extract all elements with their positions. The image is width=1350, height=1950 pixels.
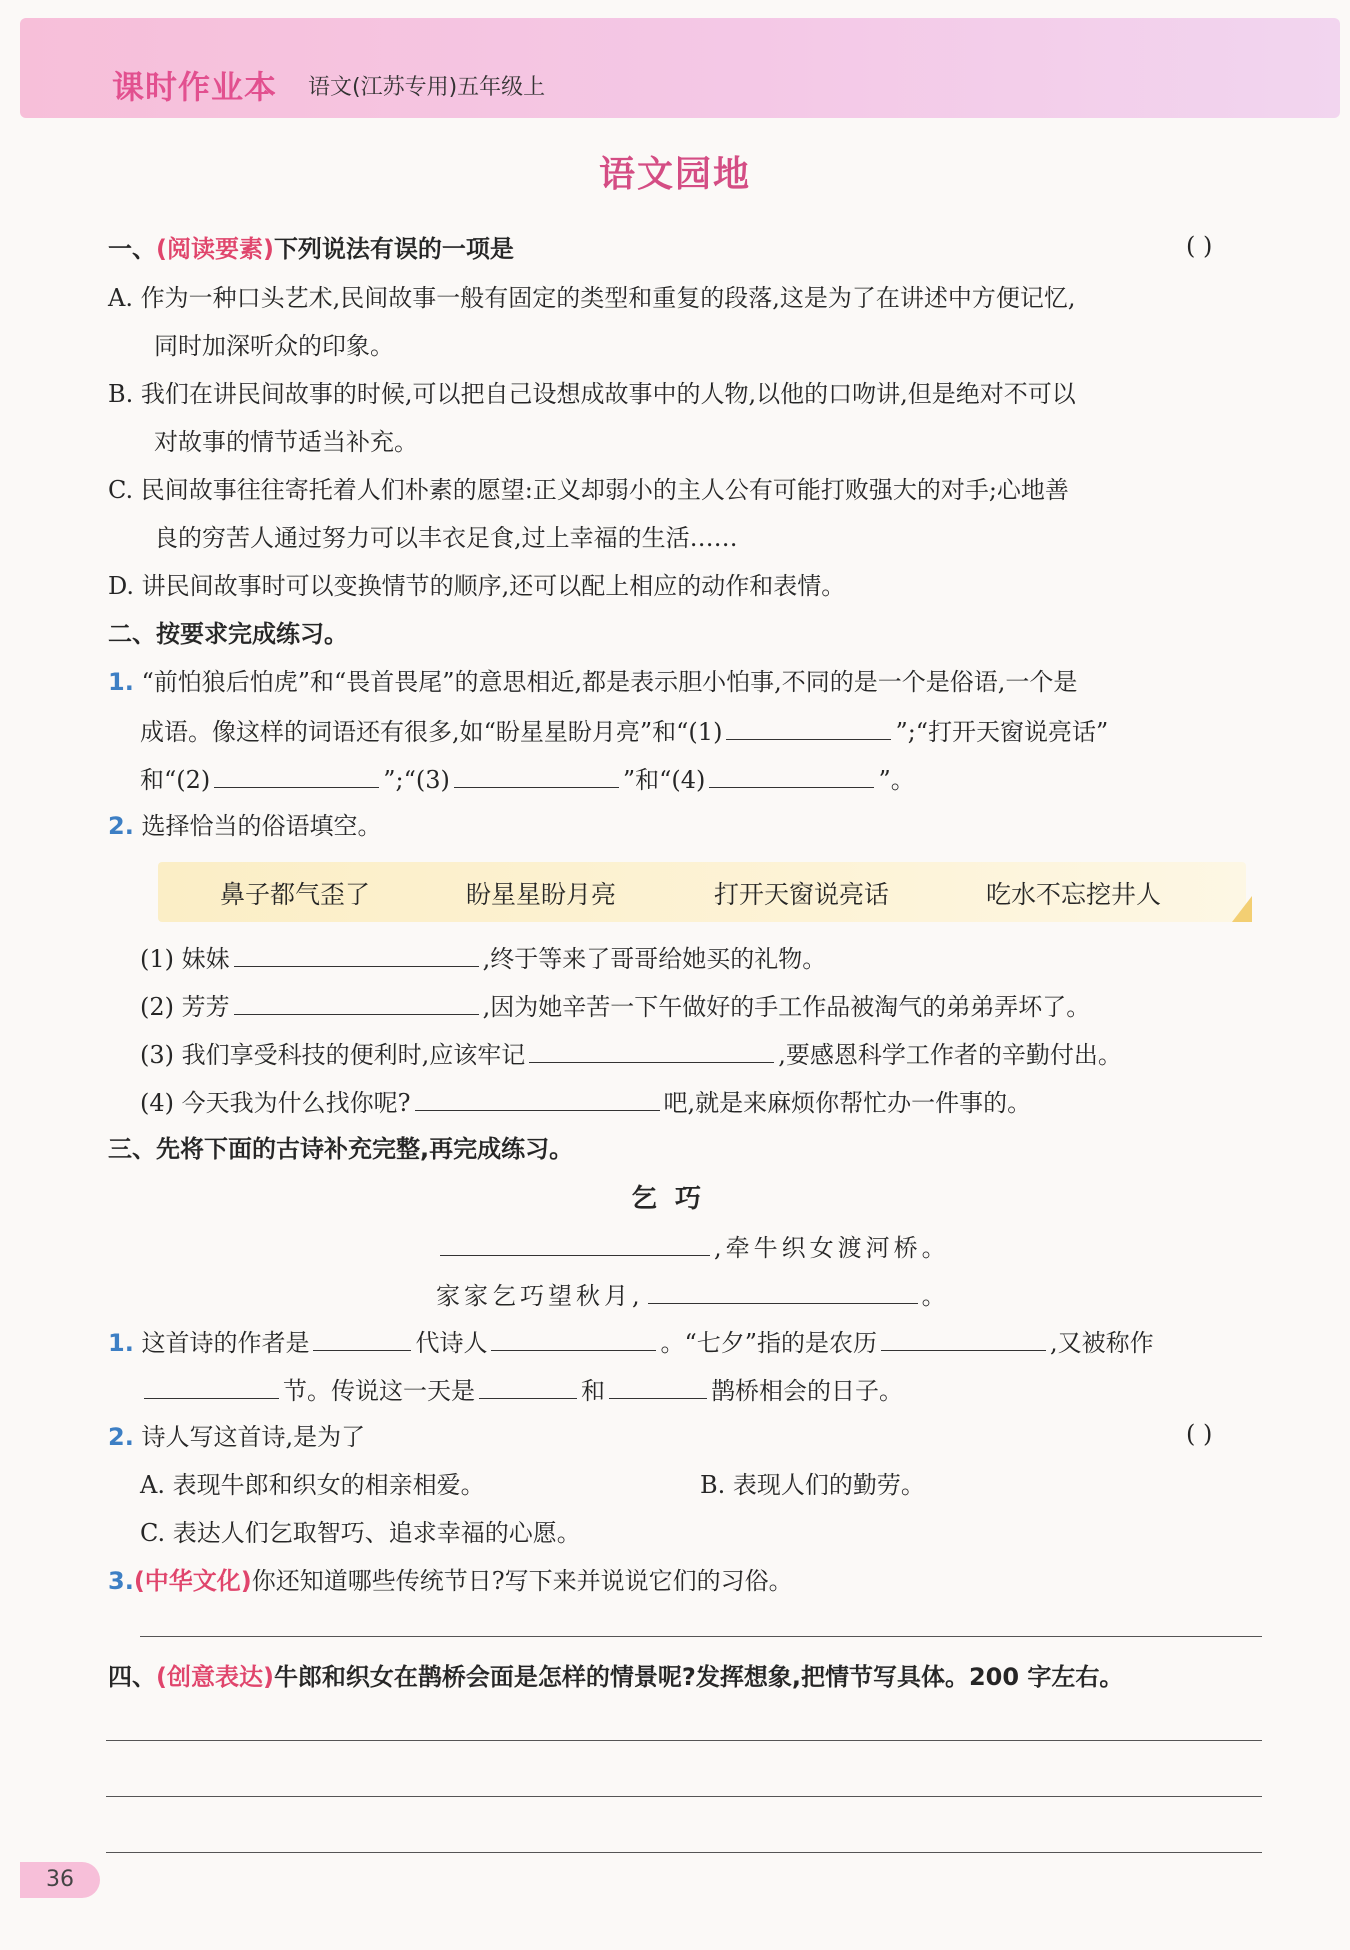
fill-1-end: ,终于等来了哥哥给她买的礼物。 <box>482 945 827 973</box>
person-2-blank[interactable] <box>609 1372 707 1399</box>
fill-2-end: ,因为她辛苦一下午做好的手工作品被淘气的弟弟弄坏了。 <box>482 993 1091 1021</box>
word-bank-item-4: 吃水不忘挖井人 <box>986 880 1162 909</box>
section-1-heading <box>108 232 514 266</box>
fill-item-1 <box>140 940 826 976</box>
blank-idiom-2[interactable] <box>214 761 379 788</box>
festival-name-blank[interactable] <box>144 1372 279 1399</box>
poem-line-2 <box>436 1276 950 1311</box>
fill-item-3 <box>140 1036 1122 1072</box>
writing-line-3[interactable] <box>106 1852 1262 1853</box>
s2-q1-line-3 <box>140 761 915 797</box>
answer-paren-1[interactable]: ( ) <box>1186 232 1213 260</box>
page-title: 语文园地 <box>598 154 751 195</box>
fill-1-blank[interactable] <box>234 940 479 967</box>
lunar-date-blank[interactable] <box>881 1324 1046 1351</box>
option-b-line-1: B. 我们在讲民间故事的时候,可以把自己设想成故事中的人物,以他的口吻讲,但是绝对不可以 <box>108 380 1076 408</box>
word-bank-item-3: 打开天窗说亮话 <box>714 880 890 909</box>
poem-line-2-text: 家家乞巧望秋月, <box>436 1282 644 1310</box>
s3-q2-line <box>108 1420 365 1454</box>
s3-q2-text: 诗人写这首诗,是为了 <box>141 1423 366 1451</box>
option-a-line-1: A. 作为一种口头艺术,民间故事一般有固定的类型和重复的段落,这是为了在讲述中方便记忆, <box>108 284 1076 312</box>
blank-idiom-4[interactable] <box>709 761 874 788</box>
answer-line-s3[interactable] <box>140 1636 1262 1637</box>
brand-title: 课时作业本 <box>112 68 278 106</box>
fill-1-start: (1) 妹妹 <box>140 945 230 973</box>
s2-q1-text-3a: 和“(2) <box>140 766 211 794</box>
poem-line-2-end: 。 <box>921 1282 950 1310</box>
s3-q1-text-g: 鹊桥相会的日子。 <box>711 1377 903 1405</box>
s3-q2-option-c: C. 表达人们乞取智巧、追求幸福的心愿。 <box>140 1519 581 1547</box>
s3-q1-text-c: 。“七夕”指的是农历 <box>660 1329 878 1357</box>
poem-title: 乞巧 <box>630 1184 719 1214</box>
writing-line-1[interactable] <box>106 1740 1262 1741</box>
person-1-blank[interactable] <box>479 1372 577 1399</box>
s3-q2-option-a: A. 表现牛郎和织女的相亲相爱。 <box>140 1471 485 1499</box>
s2-q2-text: 选择恰当的俗语填空。 <box>141 812 382 840</box>
s2-q1-text-2a: 成语。像这样的词语还有很多,如“盼星星盼月亮”和“(1) <box>140 718 723 746</box>
option-c-line-2: 良的穷苦人通过努力可以丰衣足食,过上幸福的生活…… <box>154 524 738 552</box>
section-4-heading <box>108 1660 1123 1694</box>
s3-q3-line <box>108 1564 793 1598</box>
s2-q1-line-2 <box>140 713 1108 749</box>
section-1-prefix: 一、 <box>108 235 156 263</box>
s3-q3-tag: (中华文化) <box>133 1567 252 1595</box>
fill-item-4 <box>140 1084 1031 1120</box>
section-2-heading: 二、按要求完成练习。 <box>108 620 348 648</box>
s2-q1-line-1 <box>108 665 1077 699</box>
s3-q1-line-1 <box>108 1324 1154 1360</box>
s2-q1-text-3b: ”;“(3) <box>383 766 450 794</box>
option-a-line-2: 同时加深听众的印象。 <box>154 332 394 360</box>
s3-q3-number: 3. <box>108 1567 134 1595</box>
fill-2-blank[interactable] <box>234 988 479 1015</box>
s2-q1-text-3d: ”。 <box>878 766 915 794</box>
fill-4-blank[interactable] <box>415 1084 660 1111</box>
option-b-line-2: 对故事的情节适当补充。 <box>154 428 418 456</box>
s2-q1-text-3c: ”和“(4) <box>622 766 706 794</box>
answer-paren-2[interactable]: ( ) <box>1186 1420 1213 1448</box>
s2-q1-text-1: “前怕狼后怕虎”和“畏首畏尾”的意思相近,都是表示胆小怕事,不同的是一个是俗语,一个是 <box>141 668 1078 696</box>
s2-q1-number: 1. <box>108 668 134 696</box>
s2-q2-number: 2. <box>108 812 134 840</box>
section-4-prefix: 四、 <box>108 1663 156 1691</box>
fill-3-blank[interactable] <box>529 1036 774 1063</box>
s3-q1-text-f: 和 <box>581 1377 605 1405</box>
poem-line-1-text: ,牵牛织女渡河桥。 <box>714 1234 950 1262</box>
section-4-text: 牛郎和织女在鹊桥会面是怎样的情景呢?发挥想象,把情节写具体。200 字左右。 <box>273 1663 1124 1691</box>
poem-line-1 <box>436 1228 950 1263</box>
s3-q1-line-2 <box>140 1372 903 1408</box>
fill-4-start: (4) 今天我为什么找你呢? <box>140 1089 411 1117</box>
author-dynasty-blank[interactable] <box>313 1324 411 1351</box>
author-name-blank[interactable] <box>491 1324 656 1351</box>
fill-item-2 <box>140 988 1090 1024</box>
blank-idiom-3[interactable] <box>454 761 619 788</box>
s3-q3-text: 你还知道哪些传统节日?写下来并说说它们的习俗。 <box>251 1567 793 1595</box>
poem-blank-1[interactable] <box>440 1229 710 1256</box>
writing-line-2[interactable] <box>106 1796 1262 1797</box>
fill-2-start: (2) 芳芳 <box>140 993 230 1021</box>
section-3-heading: 三、先将下面的古诗补充完整,再完成练习。 <box>108 1135 574 1163</box>
poem-blank-2[interactable] <box>648 1277 918 1304</box>
s2-q1-text-2b: ”;“打开天窗说亮话” <box>895 718 1109 746</box>
section-1-question: 下列说法有误的一项是 <box>273 235 514 263</box>
fill-3-end: ,要感恩科学工作者的辛勤付出。 <box>778 1041 1122 1069</box>
s3-q1-text-a: 这首诗的作者是 <box>141 1329 310 1357</box>
s3-q2-number: 2. <box>108 1423 134 1451</box>
word-bank-corner <box>1232 896 1252 922</box>
fill-3-start: (3) 我们享受科技的便利时,应该牢记 <box>140 1041 526 1069</box>
word-bank-item-2: 盼星星盼月亮 <box>466 880 617 909</box>
s3-q1-text-d: ,又被称作 <box>1050 1329 1154 1357</box>
option-c-line-1: C. 民间故事往往寄托着人们朴素的愿望:正义却弱小的主人公有可能打败强大的对手;心地善 <box>108 476 1069 504</box>
s3-q2-option-b: B. 表现人们的勤劳。 <box>700 1471 925 1499</box>
s3-q1-text-e: 节。传说这一天是 <box>283 1377 475 1405</box>
s2-q2-line <box>108 809 381 843</box>
section-1-tag: (阅读要素) <box>156 235 274 263</box>
page-number: 36 <box>20 1862 100 1898</box>
s3-q1-number: 1. <box>108 1329 134 1357</box>
option-d-line-1: D. 讲民间故事时可以变换情节的顺序,还可以配上相应的动作和表情。 <box>108 572 846 600</box>
section-4-tag: (创意表达) <box>156 1663 274 1691</box>
subject-label: 语文(江苏专用)五年级上 <box>308 75 546 100</box>
word-bank-item-1: 鼻子都气歪了 <box>220 880 371 909</box>
blank-idiom-1[interactable] <box>726 713 891 740</box>
s3-q1-text-b: 代诗人 <box>415 1329 488 1357</box>
fill-4-end: 吧,就是来麻烦你帮忙办一件事的。 <box>663 1089 1032 1117</box>
